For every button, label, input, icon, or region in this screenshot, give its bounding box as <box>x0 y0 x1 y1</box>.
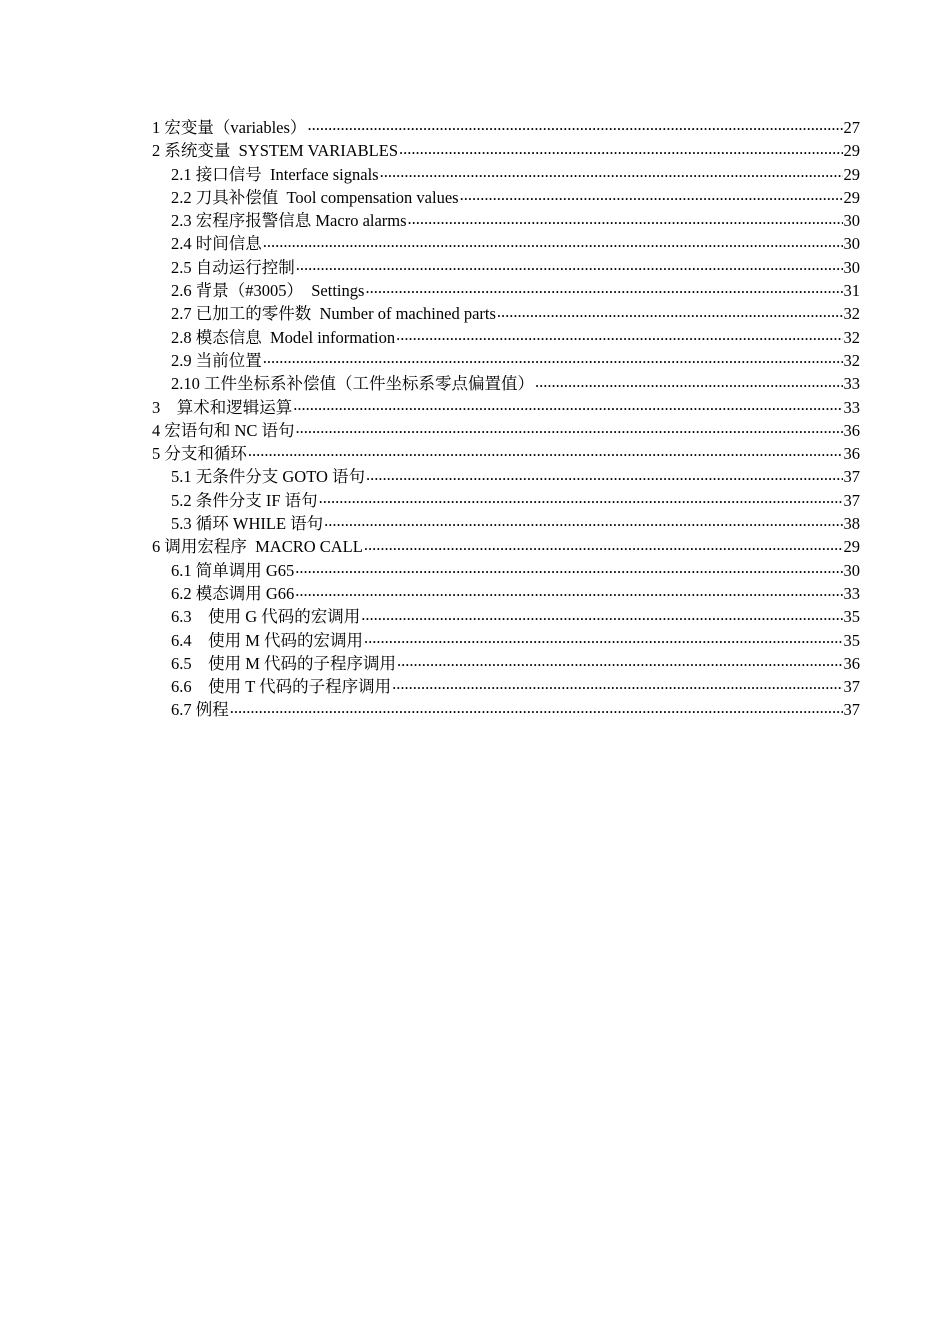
toc-entry-page-number: 32 <box>843 327 860 347</box>
toc-entry-page-number: 29 <box>843 141 860 161</box>
toc-entry[interactable] <box>152 698 860 721</box>
toc-dot-leader <box>296 419 843 436</box>
toc-dot-leader <box>263 233 843 250</box>
toc-entry-title: 6.2 模态调用 G66 <box>171 583 295 603</box>
toc-entry-title: 2.5 自动运行控制 <box>171 257 295 277</box>
toc-entry[interactable] <box>152 163 860 186</box>
toc-entry-title: 5.2 条件分支 IF 语句 <box>171 490 318 510</box>
toc-entry[interactable] <box>152 256 860 279</box>
toc-entry-page-number: 29 <box>843 537 860 557</box>
toc-entry-page-number: 33 <box>843 583 860 603</box>
toc-entry[interactable] <box>152 465 860 488</box>
toc-dot-leader <box>396 326 842 343</box>
toc-entry[interactable] <box>152 582 860 605</box>
toc-dot-leader <box>324 513 842 530</box>
toc-entry[interactable] <box>152 559 860 582</box>
toc-dot-leader <box>293 396 842 413</box>
toc-dot-leader <box>365 280 842 297</box>
toc-entry[interactable] <box>152 372 860 395</box>
toc-entry-page-number: 35 <box>843 630 860 650</box>
toc-entry-title: 5.1 无条件分支 GOTO 语句 <box>171 467 366 487</box>
toc-dot-leader <box>295 559 842 576</box>
toc-entry[interactable] <box>152 186 860 209</box>
toc-dot-leader <box>380 163 843 180</box>
toc-entry-page-number: 33 <box>843 397 860 417</box>
toc-entry-page-number: 30 <box>843 211 860 231</box>
toc-dot-leader <box>460 186 843 203</box>
toc-dot-leader <box>263 349 843 366</box>
toc-entry-page-number: 32 <box>843 304 860 324</box>
toc-dot-leader <box>230 699 843 716</box>
toc-entry-title: 2.10 工件坐标系补偿值（工件坐标系零点偏置值） <box>171 374 534 394</box>
toc-entry-title: 6.1 简单调用 G65 <box>171 560 295 580</box>
toc-dot-leader <box>397 652 842 669</box>
toc-entry-title: 6.3 使用 G 代码的宏调用 <box>171 607 361 627</box>
toc-entry-page-number: 37 <box>843 700 860 720</box>
toc-dot-leader <box>319 489 843 506</box>
toc-entry-title: 6.5 使用 M 代码的子程序调用 <box>171 653 397 673</box>
toc-dot-leader <box>392 676 842 693</box>
toc-dot-leader <box>307 117 842 134</box>
toc-entry-page-number: 30 <box>843 234 860 254</box>
toc-entry-title: 2.2 刀具补偿值 Tool compensation values <box>171 187 459 207</box>
toc-dot-leader <box>296 256 843 273</box>
toc-entry[interactable] <box>152 326 860 349</box>
toc-entry-title: 4 宏语句和 NC 语句 <box>152 420 295 440</box>
toc-entry-title: 2 系统变量 SYSTEM VARIABLES <box>152 141 399 161</box>
toc-entry[interactable] <box>152 116 860 139</box>
toc-entry-page-number: 33 <box>843 374 860 394</box>
toc-dot-leader <box>361 606 842 623</box>
table-of-contents <box>152 116 860 722</box>
toc-entry-title: 6.4 使用 M 代码的宏调用 <box>171 630 364 650</box>
toc-dot-leader <box>295 582 842 599</box>
toc-entry[interactable] <box>152 302 860 325</box>
toc-entry-title: 2.4 时间信息 <box>171 234 262 254</box>
toc-entry-page-number: 37 <box>843 490 860 510</box>
toc-entry-title: 2.8 模态信息 Model information <box>171 327 396 347</box>
toc-entry-title: 6.7 例程 <box>171 700 229 720</box>
toc-entry[interactable] <box>152 629 860 652</box>
toc-dot-leader <box>248 443 843 460</box>
toc-entry[interactable] <box>152 139 860 162</box>
toc-entry[interactable] <box>152 419 860 442</box>
toc-entry-title: 3 算术和逻辑运算 <box>152 397 293 417</box>
toc-entry[interactable] <box>152 442 860 465</box>
toc-entry-page-number: 36 <box>843 653 860 673</box>
toc-entry-page-number: 35 <box>843 607 860 627</box>
toc-dot-leader <box>497 303 843 320</box>
toc-entry-title: 5 分支和循环 <box>152 444 247 464</box>
toc-entry[interactable] <box>152 652 860 675</box>
toc-entry-title: 6 调用宏程序 MACRO CALL <box>152 537 363 557</box>
toc-dot-leader <box>366 466 842 483</box>
toc-dot-leader <box>535 373 843 390</box>
toc-entry-title: 6.6 使用 T 代码的子程序调用 <box>171 677 392 697</box>
toc-entry[interactable] <box>152 535 860 558</box>
toc-entry[interactable] <box>152 279 860 302</box>
toc-entry-page-number: 36 <box>843 420 860 440</box>
toc-entry[interactable] <box>152 396 860 419</box>
toc-entry-title: 2.7 已加工的零件数 Number of machined parts <box>171 304 496 324</box>
toc-entry-title: 2.6 背景（#3005） Settings <box>171 281 365 301</box>
toc-entry[interactable] <box>152 675 860 698</box>
toc-entry-page-number: 37 <box>843 677 860 697</box>
toc-entry-page-number: 29 <box>843 164 860 184</box>
toc-dot-leader <box>364 629 842 646</box>
toc-entry-title: 5.3 循环 WHILE 语句 <box>171 514 324 534</box>
toc-entry-title: 2.1 接口信号 Interface signals <box>171 164 379 184</box>
toc-entry[interactable] <box>152 232 860 255</box>
toc-entry-page-number: 38 <box>843 514 860 534</box>
toc-entry-page-number: 27 <box>843 118 860 137</box>
toc-entry[interactable] <box>152 605 860 628</box>
toc-entry-page-number: 32 <box>843 350 860 370</box>
toc-entry-page-number: 30 <box>843 560 860 580</box>
toc-entry-page-number: 29 <box>843 187 860 207</box>
toc-dot-leader <box>399 140 842 157</box>
toc-entry-page-number: 36 <box>843 444 860 464</box>
toc-entry[interactable] <box>152 209 860 232</box>
toc-entry-page-number: 31 <box>843 281 860 301</box>
toc-entry-title: 1 宏变量（variables） <box>152 118 307 137</box>
toc-entry[interactable] <box>152 349 860 372</box>
toc-entry-title: 2.3 宏程序报警信息 Macro alarms <box>171 211 407 231</box>
toc-dot-leader <box>364 536 843 553</box>
toc-entry-title: 2.9 当前位置 <box>171 350 262 370</box>
toc-entry-page-number: 30 <box>843 257 860 277</box>
toc-entry[interactable] <box>152 512 860 535</box>
toc-dot-leader <box>408 210 843 227</box>
toc-entry-page-number: 37 <box>843 467 860 487</box>
toc-entry[interactable] <box>152 489 860 512</box>
